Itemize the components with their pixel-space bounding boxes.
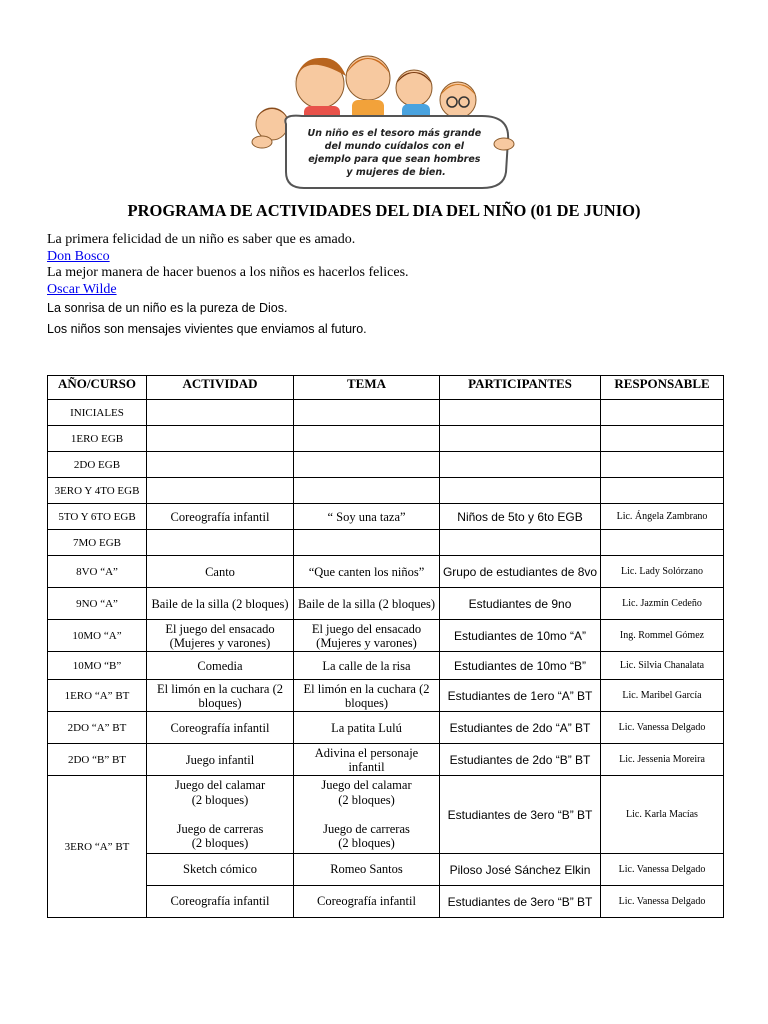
cell-curso: 3ERO “A” BT: [48, 776, 147, 918]
cell-tema: El limón en la cuchara (2 bloques): [294, 680, 440, 712]
cell-participantes: Estudiantes de 9no: [440, 588, 601, 620]
cell-participantes: Estudiantes de 1ero “A” BT: [440, 680, 601, 712]
cell-tema: Adivina el personaje infantil: [294, 744, 440, 776]
table-row: [48, 530, 724, 556]
cell-participantes: [440, 426, 601, 452]
cell-line: [149, 807, 291, 822]
header-responsable: RESPONSABLE: [601, 376, 724, 400]
cell-tema: [294, 478, 440, 504]
cell-curso: INICIALES: [48, 400, 147, 426]
cell-participantes: Grupo de estudiantes de 8vo: [440, 556, 601, 588]
table-row: [48, 426, 724, 452]
cell-participantes: Estudiantes de 3ero “B” BT: [440, 886, 601, 918]
cell-actividad: [147, 886, 294, 918]
cell-line: Coreografía infantil: [170, 894, 270, 909]
cell-responsable: [601, 530, 724, 556]
cell-line: (2 bloques): [191, 792, 249, 807]
cell-actividad: Canto: [147, 556, 294, 588]
cell-line: (2 bloques): [338, 792, 395, 807]
header-curso: AÑO/CURSO: [48, 376, 147, 400]
table-row: [48, 400, 724, 426]
table-row: [48, 712, 724, 744]
cell-line: Juego de carreras: [323, 821, 410, 836]
cell-line: (2 bloques): [338, 836, 395, 851]
header-participantes: PARTICIPANTES: [440, 376, 601, 400]
cell-tema: La patita Lulú: [294, 712, 440, 744]
cell-responsable: Lic. Jazmín Cedeño: [601, 588, 724, 620]
table-row: [48, 854, 724, 886]
cell-tema: El juego del ensacado (Mujeres y varones): [294, 620, 440, 652]
table-row: [48, 620, 724, 652]
cell-responsable: Lic. Karla Macías: [601, 776, 724, 854]
cell-tema: Baile de la silla (2 bloques): [294, 588, 440, 620]
cell-tema: [294, 854, 440, 886]
table-row: [48, 556, 724, 588]
cell-responsable: [601, 426, 724, 452]
kids-illustration-icon: [242, 44, 524, 192]
cell-tema: “ Soy una taza”: [294, 504, 440, 530]
quote-author-link[interactable]: Oscar Wilde: [47, 281, 117, 297]
cell-participantes: Estudiantes de 2do “A” BT: [440, 712, 601, 744]
table-header-row: [48, 376, 724, 400]
cell-responsable: Ing. Rommel Gómez: [601, 620, 724, 652]
cell-line: Juego del calamar: [321, 778, 412, 793]
cell-responsable: [601, 400, 724, 426]
quote-text: Los niños son mensajes vivientes que enviamos al futuro.: [47, 322, 367, 336]
cell-actividad: Baile de la silla (2 bloques): [147, 588, 294, 620]
cell-participantes: [440, 478, 601, 504]
quote-text: La sonrisa de un niño es la pureza de Dios.: [47, 301, 288, 315]
cell-actividad: [147, 776, 294, 854]
cell-participantes: Niños de 5to y 6to EGB: [440, 504, 601, 530]
cell-curso: 10MO “A”: [48, 620, 147, 652]
activities-table: [47, 375, 724, 918]
kids-banner-illustration: [242, 44, 524, 192]
cell-actividad: Coreografía infantil: [147, 504, 294, 530]
cell-responsable: Lic. Silvia Chanalata: [601, 652, 724, 680]
cell-responsable: Lic. Vanessa Delgado: [601, 886, 724, 918]
cell-line: Sketch cómico: [183, 862, 257, 877]
cell-participantes: Estudiantes de 2do “B” BT: [440, 744, 601, 776]
cell-tema: [294, 776, 440, 854]
cell-actividad: [147, 426, 294, 452]
cell-curso: 2DO EGB: [48, 452, 147, 478]
cell-responsable: Lic. Maribel García: [601, 680, 724, 712]
cell-line: Juego del calamar: [174, 778, 266, 793]
svg-text:Un niño es el tesoro más grand: Un niño es el tesoro más grande del mundo cuídalos con el ejemplo para que sean hombres y mujeres de bien.: [307, 128, 482, 178]
table-row: [48, 452, 724, 478]
cell-curso: 3ERO Y 4TO EGB: [48, 478, 147, 504]
cell-tema: La calle de la risa: [294, 652, 440, 680]
cell-curso: 5TO Y 6TO EGB: [48, 504, 147, 530]
cell-actividad: [147, 530, 294, 556]
cell-actividad: Coreografía infantil: [147, 712, 294, 744]
cell-tema: [294, 452, 440, 478]
cell-curso: 7MO EGB: [48, 530, 147, 556]
cell-tema: [294, 426, 440, 452]
quote-author-link[interactable]: Don Bosco: [47, 248, 110, 264]
quote-text: La mejor manera de hacer buenos a los niños es hacerlos felices.: [47, 265, 409, 280]
table-row: [48, 588, 724, 620]
cell-actividad: Comedia: [147, 652, 294, 680]
cell-actividad: [147, 400, 294, 426]
cell-participantes: [440, 452, 601, 478]
cell-tema: “Que canten los niños”: [294, 556, 440, 588]
cell-curso: 8VO “A”: [48, 556, 147, 588]
cell-responsable: Lic. Jessenia Moreira: [601, 744, 724, 776]
cell-participantes: [440, 530, 601, 556]
header-tema: TEMA: [294, 376, 440, 400]
header-actividad: ACTIVIDAD: [147, 376, 294, 400]
cell-actividad: El juego del ensacado (Mujeres y varones): [147, 620, 294, 652]
cell-responsable: Lic. Ángela Zambrano: [601, 504, 724, 530]
cell-line: Juego de carreras: [176, 821, 264, 836]
cell-curso: 1ERO “A” BT: [48, 680, 147, 712]
table-row: [48, 886, 724, 918]
cell-line: Coreografía infantil: [317, 894, 416, 909]
cell-participantes: Estudiantes de 10mo “A”: [440, 620, 601, 652]
quotes-block: [47, 232, 409, 317]
cell-responsable: Lic. Vanessa Delgado: [601, 854, 724, 886]
table-row: [48, 652, 724, 680]
table-row: [48, 744, 724, 776]
cell-curso: 9NO “A”: [48, 588, 147, 620]
cell-responsable: Lic. Lady Solórzano: [601, 556, 724, 588]
cell-actividad: [147, 452, 294, 478]
table-row: [48, 478, 724, 504]
cell-line: Romeo Santos: [330, 862, 403, 877]
cell-curso: 10MO “B”: [48, 652, 147, 680]
cell-line: [296, 807, 437, 822]
cell-participantes: Estudiantes de 10mo “B”: [440, 652, 601, 680]
cell-tema: [294, 530, 440, 556]
cell-curso: 1ERO EGB: [48, 426, 147, 452]
page-title: PROGRAMA DE ACTIVIDADES DEL DIA DEL NIÑO (01 DE JUNIO): [127, 201, 641, 220]
cell-responsable: [601, 478, 724, 504]
cell-participantes: Estudiantes de 3ero “B” BT: [440, 776, 601, 854]
cell-actividad: El limón en la cuchara (2 bloques): [147, 680, 294, 712]
cell-responsable: [601, 452, 724, 478]
cell-curso: 2DO “B” BT: [48, 744, 147, 776]
cell-actividad: [147, 478, 294, 504]
cell-responsable: Lic. Vanessa Delgado: [601, 712, 724, 744]
cell-line: (2 bloques): [191, 836, 249, 851]
cell-tema: [294, 886, 440, 918]
cell-participantes: [440, 400, 601, 426]
table-row: [48, 504, 724, 530]
table-row: [48, 680, 724, 712]
quote-text: La primera felicidad de un niño es saber que es amado.: [47, 232, 356, 247]
table-row: [48, 776, 724, 854]
cell-actividad: Juego infantil: [147, 744, 294, 776]
cell-participantes: Piloso José Sánchez Elkin: [440, 854, 601, 886]
cell-tema: [294, 400, 440, 426]
cell-curso: 2DO “A” BT: [48, 712, 147, 744]
cell-actividad: [147, 854, 294, 886]
